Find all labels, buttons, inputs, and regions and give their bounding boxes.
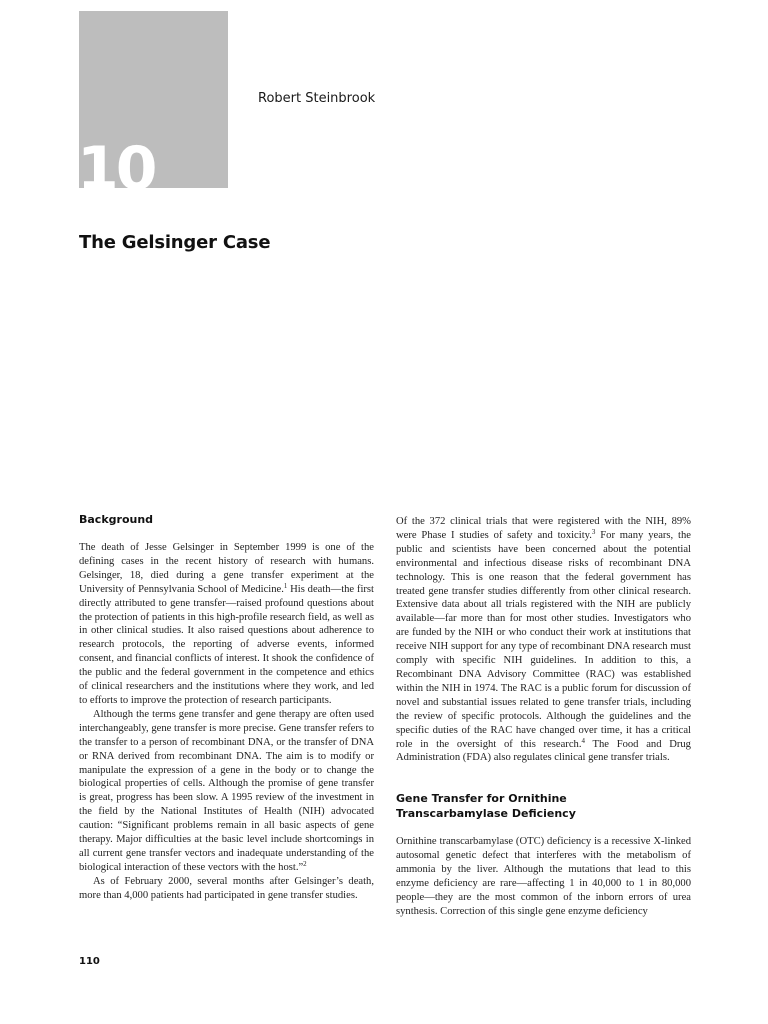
paragraph-text: The Food and Drug Administration (FDA) also regulates clinical gene transfer trials. <box>396 738 691 764</box>
heading-line: Gene Transfer for Ornithine <box>396 792 567 806</box>
paragraph-text: For many years, the public and scientists have been concerned about the potential environmental and infectious disease risks of recombinant DNA technology. This is one reason that the federal government has treated gene transfer studies differently from other clinical research. Extensive data about all trials registered with the NIH are publicly available—far more than for most other studies. Investigators who are funded by the NIH or who conduct their work at institutions that receive NIH support for any type of recombinant DNA research must comply with specific NIH guidelines. In addition to this, a Recombinant DNA Advisory Committee (RAC) was established within the NIH in 1974. The RAC is a public forum for discussion of novel and substantial issues related to gene transfer trials, including the review of specific protocols. Although the guidelines and the specific duties of the RAC have changed over time, it has a critical role in the oversight of this research. <box>396 529 691 750</box>
section-heading-background: Background <box>79 513 154 526</box>
footnote-ref: 3 <box>591 527 596 536</box>
paragraph-text: Although the terms gene transfer and gene therapy are often used interchangeably, gene transfer is more precise. Gene transfer refers to the transfer to a person of recombinant DNA, or the transfer of DNA or RNA derived from recombinant DNA. The aim is to modify or manipulate the expression of a gene in the body or to change the biological properties of cells. Although the promise of gene transfer is great, progress has been slow. A 1995 review of the investment in the field by the National Institutes of Health (NIH) advocated caution: “Significant problems remain in all basic aspects of gene therapy. Major difficulties at the basic level include shortcomings in all current gene transfer vectors and inadequate understanding of the biological interaction of these vectors with the host.” <box>79 708 374 873</box>
right-column <box>396 515 691 919</box>
paragraph <box>79 708 374 875</box>
paragraph-text: Of the 372 clinical trials that were registered with the NIH, 89% were Phase I studies of safety and toxicity. <box>396 516 691 541</box>
footnote-ref: 4 <box>581 736 585 745</box>
chapter-number: 10 <box>77 134 155 204</box>
footnote-ref: 2 <box>303 859 307 868</box>
paragraph-text: His death—the first directly attributed to gene transfer—raised profound questions about the protection of patients in this high-profile research field, as well as in other clinical studies. It also raised questions about adherence to research protocols, the reporting of adverse events, informed consent, and financial conflicts of interest. It shook the confidence of the public and the federal government in the competence and ethics of clinical researchers and the institutions where they work, and led to efforts to improve the protection of research participants. <box>79 583 374 706</box>
paragraph <box>396 515 691 765</box>
paragraph: Ornithine transcarbamylase (OTC) deficiency is a recessive X-linked autosomal genetic defect that interferes with the metabolism of ammonia by the liver. Although the mutations that lead to this enzyme deficiency are rare—affecting 1 in 40,000 to 1 in 80,000 people—they are the most common of the inborn errors of urea synthesis. Correction of this single gene enzyme deficiency <box>396 836 691 917</box>
footnote-ref: 1 <box>283 581 288 590</box>
author-name: Robert Steinbrook <box>258 91 376 106</box>
paragraph <box>79 541 374 708</box>
section-heading-gene-transfer-otc <box>396 791 691 821</box>
chapter-title: The Gelsinger Case <box>79 232 271 253</box>
paragraph-text: The death of Jesse Gelsinger in September 1999 is one of the defining cases in the recent history of research with humans. Gelsinger, 18, died during a gene transfer experiment at the University of Pennsylvania School of Medicine. <box>79 542 374 595</box>
left-column <box>79 512 374 903</box>
paragraph: As of February 2000, several months after Gelsinger’s death, more than 4,000 patients had participated in gene transfer studies. <box>79 875 374 901</box>
page-number: 110 <box>79 956 100 967</box>
heading-line: Transcarbamylase Deficiency <box>396 807 576 821</box>
